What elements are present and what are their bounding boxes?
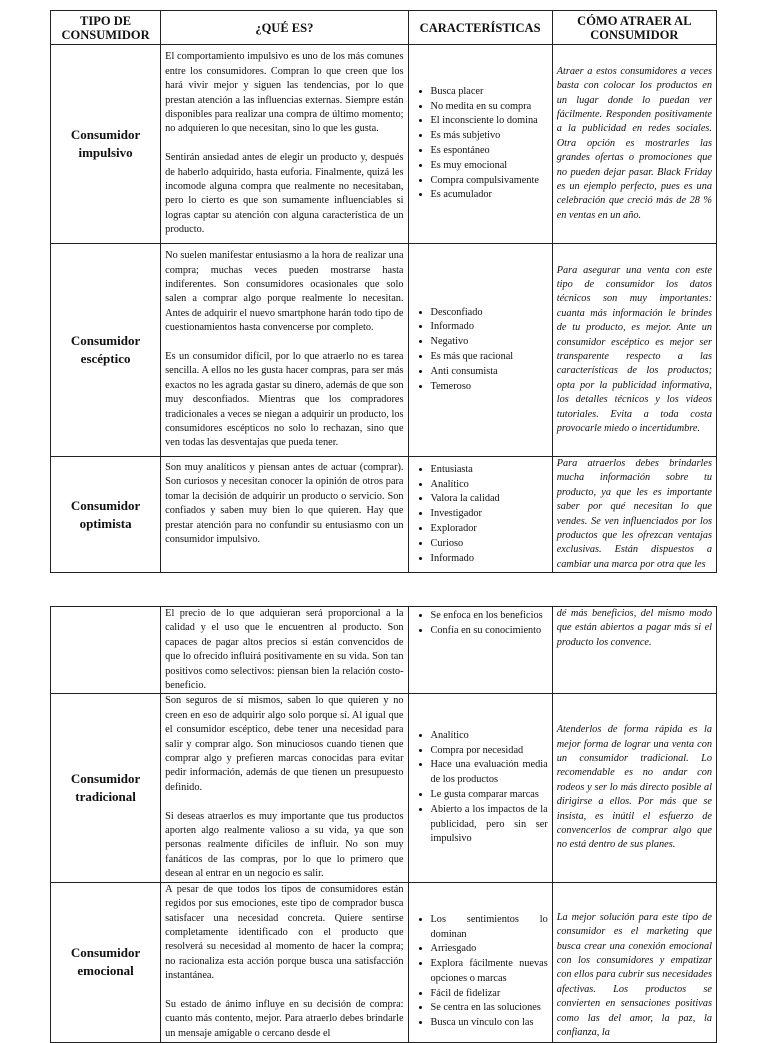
characteristic-item: • Confía en su conocimiento <box>431 624 548 639</box>
table-row-emocional <box>51 882 717 1042</box>
characteristic-item: • Valora la calidad <box>431 492 548 507</box>
characteristic-item: • No medita en su compra <box>431 100 548 115</box>
characteristic-item: • Hace una evaluación media de los productos <box>431 758 548 788</box>
characteristic-item: • Investigador <box>431 507 548 522</box>
consumer-description <box>161 45 408 244</box>
characteristic-item: • Informado <box>431 552 548 567</box>
table-row-impulsivo <box>51 45 717 244</box>
table-header-row <box>51 11 717 45</box>
consumer-description <box>161 694 408 882</box>
consumer-characteristics <box>408 45 552 244</box>
table-row-tradicional <box>51 694 717 882</box>
characteristic-item: • Busca placer <box>431 85 548 100</box>
description-paragraph: Si deseas atraerlos es muy importante que tus productos aporten algo realmente valioso a su vida, ya que son personas realmente difíciles de influir. No son muy fanáticos de las compras, por lo que lo primero que desean al entrar en un negocio es salir. <box>165 810 404 880</box>
characteristic-item: • Se centra en las soluciones <box>431 1001 548 1016</box>
consumer-type-label <box>51 607 161 694</box>
characteristic-item: • Explora fácilmente nuevas opciones o marcas <box>431 957 548 987</box>
consumer-type-label: Consumidor tradicional <box>51 694 161 882</box>
table-row-optimista-continued <box>51 607 717 694</box>
characteristic-item: • Es espontáneo <box>431 144 548 159</box>
consumer-type-label: Consumidor impulsivo <box>51 45 161 244</box>
characteristic-item: • Curioso <box>431 537 548 552</box>
consumer-type-label: Consumidor optimista <box>51 457 161 573</box>
characteristic-item: • Informado <box>431 320 548 335</box>
consumer-characteristics <box>408 244 552 457</box>
header-como-atraer: CÓMO ATRAER AL CONSUMIDOR <box>552 11 716 45</box>
header-que-es: ¿QUÉ ES? <box>161 11 408 45</box>
characteristic-item: • Fácil de fidelizar <box>431 987 548 1002</box>
header-caracteristicas: CARACTERÍSTICAS <box>408 11 552 45</box>
characteristic-item: • Compra compulsivamente <box>431 174 548 189</box>
description-paragraph: A pesar de que todos los tipos de consumidores están regidos por sus emociones, este tipo de comprador busca satisfacer una necesidad concreta. Quiere sentirse completamente identificado con el producto que resolverá su necesidad al momento de hacer la compra; no racionaliza esta acción porque busca una satisfacción instantánea. <box>165 883 404 982</box>
characteristic-item: • Busca un vínculo con las <box>431 1016 548 1031</box>
characteristic-item: • Analítico <box>431 478 548 493</box>
attraction-strategy: Para atraerlos debes brindarles mucha información sobre tu producto, ya que les es importante saber por qué necesitan lo que vendes. Se ven influenciados por los productos que les ofrezcan ventajas exclusivas. Están dispuestos a cambiar una marca por otra que les <box>552 457 716 573</box>
characteristic-item: • Entusiasta <box>431 463 548 478</box>
description-paragraph: Son seguros de sí mismos, saben lo que quieren y no creen en eso de adquirir algo solo porque sí. Al igual que el consumidor escéptico, debe tener una necesidad para salir y comprar algo. Son minuciosos cuando tienen que comprar algo y prefieren marcas conocidas para evitar pedir información, además de que tienen un presupuesto definido. <box>165 695 404 793</box>
header-tipo: TIPO DE CONSUMIDOR <box>51 11 161 45</box>
description-paragraph: Es un consumidor difícil, por lo que atraerlo no es tarea sencilla. A ellos no les gusta hacer compras, para ser más exactos no les agrada gastar su dinero, además de que son muy desconfiados. Mientras que los compradores tradicionales a veces se niegan a adquirir un producto, los consumidores escépticos no solo lo rechazan, sino que ven todas las desventajas que pueda tener. <box>165 350 404 449</box>
attraction-strategy: Para asegurar una venta con este tipo de consumidor los datos técnicos son muy importantes: cuanta más información le brindes de tu producto, es mejor. Ante un consumidor escéptico es mejor ser transparente respecto a las características de los productos; opta por la publicidad informativa, los detalles técnicos y los videos tutoriales. Evita a toda costa provocarle miedo o incertidumbre. <box>552 244 716 457</box>
characteristic-item: • El inconsciente lo domina <box>431 114 548 129</box>
consumer-description <box>161 882 408 1042</box>
attraction-strategy <box>552 882 716 1042</box>
consumer-description <box>161 244 408 457</box>
consumer-description <box>161 457 408 573</box>
table-row-esceptico <box>51 244 717 457</box>
characteristic-item: • Es muy emocional <box>431 159 548 174</box>
description-paragraph: Sentirán ansiedad antes de elegir un producto y, después de haberlo adquirido, hasta euforia. Finalmente, quizá les incomode alguna compra que realmente no necesitaban, pero lo cierto es que son sumamente influenciables si logras captar su atención con alguna característica de un producto. <box>165 152 404 236</box>
attraction-strategy: dé más beneficios, del mismo modo que están abiertos a pagar más si el producto los convence. <box>552 607 716 694</box>
characteristic-item: • Temeroso <box>431 380 548 395</box>
consumer-characteristics <box>408 882 552 1042</box>
characteristic-item: • Se enfoca en los beneficios <box>431 609 548 624</box>
characteristic-item: • Los sentimientos lo dominan <box>431 913 548 943</box>
consumer-description <box>161 607 408 694</box>
attraction-strategy: Atraer a estos consumidores a veces basta con colocar los productos en un lugar donde lo puedan ver fácilmente. Responden positivamente a la publicidad en redes sociales. Otra opción es mostrarles las grandes ofertas o promociones que no pueden dejar pasar. Black Friday es un ejemplo perfecto, pues es una celebración que creció más de 28 % en ventas en un año. <box>552 45 716 244</box>
attraction-strategy: Atenderlos de forma rápida es la mejor forma de lograr una venta con un consumidor tradicional. Lo recomendable es no andar con rodeos y ser lo más directo posible al dirigirse a ellos. Por más que se insista, es inútil el esfuerzo de convencerlos de comprar algo que no está dentro de sus planes. <box>552 694 716 882</box>
consumer-types-table-page-1 <box>50 10 717 573</box>
characteristic-item: • Abierto a los impactos de la publicidad, pero sin ser impulsivo <box>431 803 548 847</box>
characteristic-item: • Explorador <box>431 522 548 537</box>
consumer-characteristics <box>408 607 552 694</box>
consumer-types-table-page-2 <box>50 606 717 1043</box>
characteristic-item: • Analítico <box>431 729 548 744</box>
characteristic-item: • Es acumulador <box>431 188 548 203</box>
table-row-optimista <box>51 457 717 573</box>
description-paragraph: Su estado de ánimo influye en su decisión de compra: cuanto más contento, mejor. Para atraerlo debes brindarle un mensaje amigable o cercano desde el <box>165 998 404 1039</box>
characteristic-item: • Le gusta comparar marcas <box>431 788 548 803</box>
consumer-characteristics <box>408 694 552 882</box>
description-paragraph: No suelen manifestar entusiasmo a la hora de realizar una compra; muchas veces pueden mostrarse hasta indiferentes. Son consumidores ocasionales que solo salen a comprar algo porque realmente lo necesitan. Antes de adquirir el nuevo smartphone harán todo tipo de cuestionamientos hasta convencerse por completo. <box>165 250 404 334</box>
characteristic-item: • Desconfiado <box>431 306 548 321</box>
description-paragraph: El precio de lo que adquieran será proporcional a la calidad y el uso que le encuentren al producto. Son capaces de pagar altos precios si están convencidos de que lo ofrecido influirá positivamente en su vida. Son tan positivos como selectivos: piensan bien la relación costo-beneficio. <box>165 608 404 692</box>
description-paragraph: Son muy analíticos y piensan antes de actuar (comprar). Son curiosos y necesitan conocer la opinión de otros para tomar la decisión de adquirir un producto o servicio. Son confiados y saben muy bien lo que quieren. Hay que prestar atención para no confundir su entusiasmo con un consumidor impulsivo. <box>165 462 404 546</box>
consumer-characteristics <box>408 457 552 573</box>
characteristic-item: • Compra por necesidad <box>431 744 548 759</box>
characteristic-item: • Es más subjetivo <box>431 129 548 144</box>
characteristic-item: • Arriesgado <box>431 942 548 957</box>
attraction-text: La mejor solución para este tipo de consumidor es el marketing que busca crear una conexión emocional con los consumidores y empatizar con ellos para cubrir sus necesidades afectivas. Los productos se convierten en sensaciones positivas como las del amor, la paz, la confianza, la <box>556 911 713 1038</box>
characteristic-item: • Negativo <box>431 335 548 350</box>
consumer-type-label: Consumidor emocional <box>51 882 161 1042</box>
characteristic-item: • Anti consumista <box>431 365 548 380</box>
characteristic-item: • Es más que racional <box>431 350 548 365</box>
description-paragraph: El comportamiento impulsivo es uno de los más comunes entre los consumidores. Compran lo que creen que los hará vivir mejor y siguen las tendencias, por lo que prestan atención a las influencias externas. Siempre están disponibles para realizar una compra de último momento; no adquieren lo que necesitan, sino lo que les gusta. <box>165 51 404 135</box>
consumer-type-label: Consumidor escéptico <box>51 244 161 457</box>
